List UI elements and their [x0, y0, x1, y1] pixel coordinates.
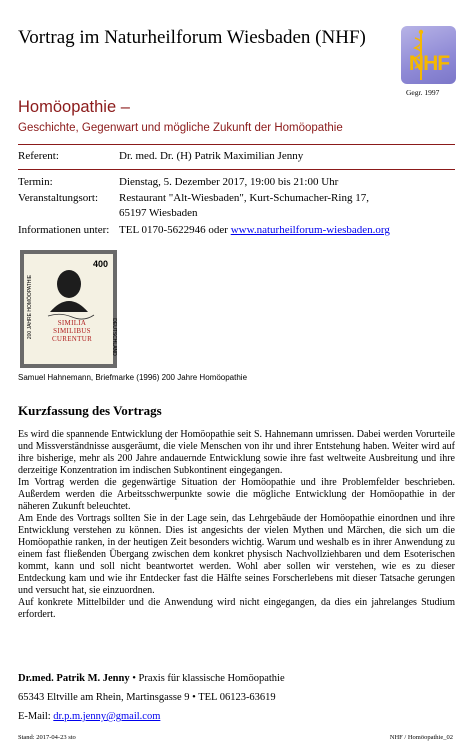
contact-value — [119, 224, 390, 237]
contact-name-line — [18, 672, 285, 685]
venue-line-2: 65197 Wiesbaden — [119, 207, 198, 219]
stamp-side-right: DEUTSCHLAND — [111, 318, 118, 356]
divider-mid — [18, 169, 455, 170]
speaker-label: Referent: — [18, 150, 59, 162]
logo-text: NHF — [408, 52, 450, 75]
speaker-value: Dr. med. Dr. (H) Patrik Maximilian Jenny — [119, 150, 304, 162]
contact-practice: • Praxis für klassische Homöopathie — [129, 673, 285, 684]
stamp-latin-3: CURENTUR — [51, 335, 93, 343]
footer-right: NHF / Homöopathie_02 — [389, 734, 453, 741]
stamp-side-left: 200 JAHRE HOMÖOPATHIE — [27, 274, 34, 340]
stamp-latin-1: SIMILIA — [57, 319, 87, 327]
abstract-heading: Kurzfassung des Vortrags — [18, 403, 162, 418]
lecture-title: Homöopathie – — [18, 98, 130, 116]
email-link[interactable]: dr.p.m.jenny@gmail.com — [53, 711, 161, 722]
abstract-paragraph: Auf konkrete Mittelbilder und die Anwendung wird nicht eingegangen, da dies ein jahrelanges Studium erfordert. — [18, 597, 455, 620]
lecture-subtitle: Geschichte, Gegenwart und mögliche Zukunft der Homöopathie — [18, 122, 343, 134]
header-title: Vortrag im Naturheilforum Wiesbaden (NHF) — [18, 27, 366, 48]
hahnemann-stamp — [20, 250, 117, 368]
contact-label: Informationen unter: — [18, 224, 110, 236]
contact-name: Dr.med. Patrik M. Jenny — [18, 673, 130, 684]
contact-email-line — [18, 710, 160, 723]
abstract-paragraph: Es wird die spannende Entwicklung der Homöopathie seit S. Hahnemann umrissen. Dabei werden Vorurteile und Missverständnisse ausgeräumt, die viele Menschen von ihr und ihrer Entstehung haben. Weiter wird auf ihre bisherige, mehr als 200 Jahre andauernde Entwicklung sowie ihre fast weltweite Ausbreitung und ihre derzeitige Konzentration im indischen Subkontinent eingegangen. — [18, 429, 455, 476]
contact-phone: TEL 0170-5622946 oder — [119, 224, 231, 236]
abstract-paragraph: Im Vortrag werden die gegenwärtige Situation der Homöopathie und ihre Problemfelder beschrieben. Außerdem werden die Arbeitsschwerpunkte sowie die mögliche Entwicklung der Homöopathie in der näheren Zukunft beleuchtet. — [18, 477, 455, 512]
nhf-logo — [401, 26, 456, 84]
divider-top — [18, 144, 455, 145]
footer-left: Stand: 2017-04-23 sto — [18, 734, 76, 741]
website-link[interactable]: www.naturheilforum-wiesbaden.org — [230, 224, 390, 236]
venue-label: Veranstaltungsort: — [18, 192, 99, 204]
stamp-value: 400 — [92, 259, 108, 269]
date-value: Dienstag, 5. Dezember 2017, 19:00 bis 21:00 Uhr — [119, 176, 339, 188]
email-label: E-Mail: — [18, 711, 54, 722]
logo-founded: Gegr. 1997 — [406, 88, 440, 97]
hahnemann-portrait-icon — [24, 254, 113, 364]
contact-address: 65343 Eltville am Rhein, Martinsgasse 9 • TEL 06123-63619 — [18, 692, 276, 703]
stamp-caption: Samuel Hahnemann, Briefmarke (1996) 200 Jahre Homöopathie — [18, 373, 248, 382]
stamp-latin-2: SIMILIBUS — [53, 327, 91, 335]
abstract-paragraph: Am Ende des Vortrags sollten Sie in der Lage sein, das Lehrgebäude der Homöopathie einordnen und ihre Entwicklung verstehen zu können. Dies ist angesichts der vielen Mythen und Märchen, die sich um die Homöopathie ranken, in der heutigen Zeit besonders wichtig. Warum und weshalb es in ihrer Anwendung zu einem fast fließenden Übergang zwischen dem konkret physisch Nachvollziehbaren und dem Esoterischen kommt, kann und soll nicht beantwortet werden. Wohl aber sollen wir verstehen, wie es zu dieser Entdeckung kam und wie ihr Entdecker fast die Hälfte seines Forscherlebens mit dieser Tatsache gerungen und versucht hat, sie einzuordnen. — [18, 513, 455, 596]
abstract-body — [18, 429, 455, 621]
venue-line-1: Restaurant "Alt-Wiesbaden", Kurt-Schumacher-Ring 17, — [119, 192, 369, 204]
date-label: Termin: — [18, 176, 53, 188]
